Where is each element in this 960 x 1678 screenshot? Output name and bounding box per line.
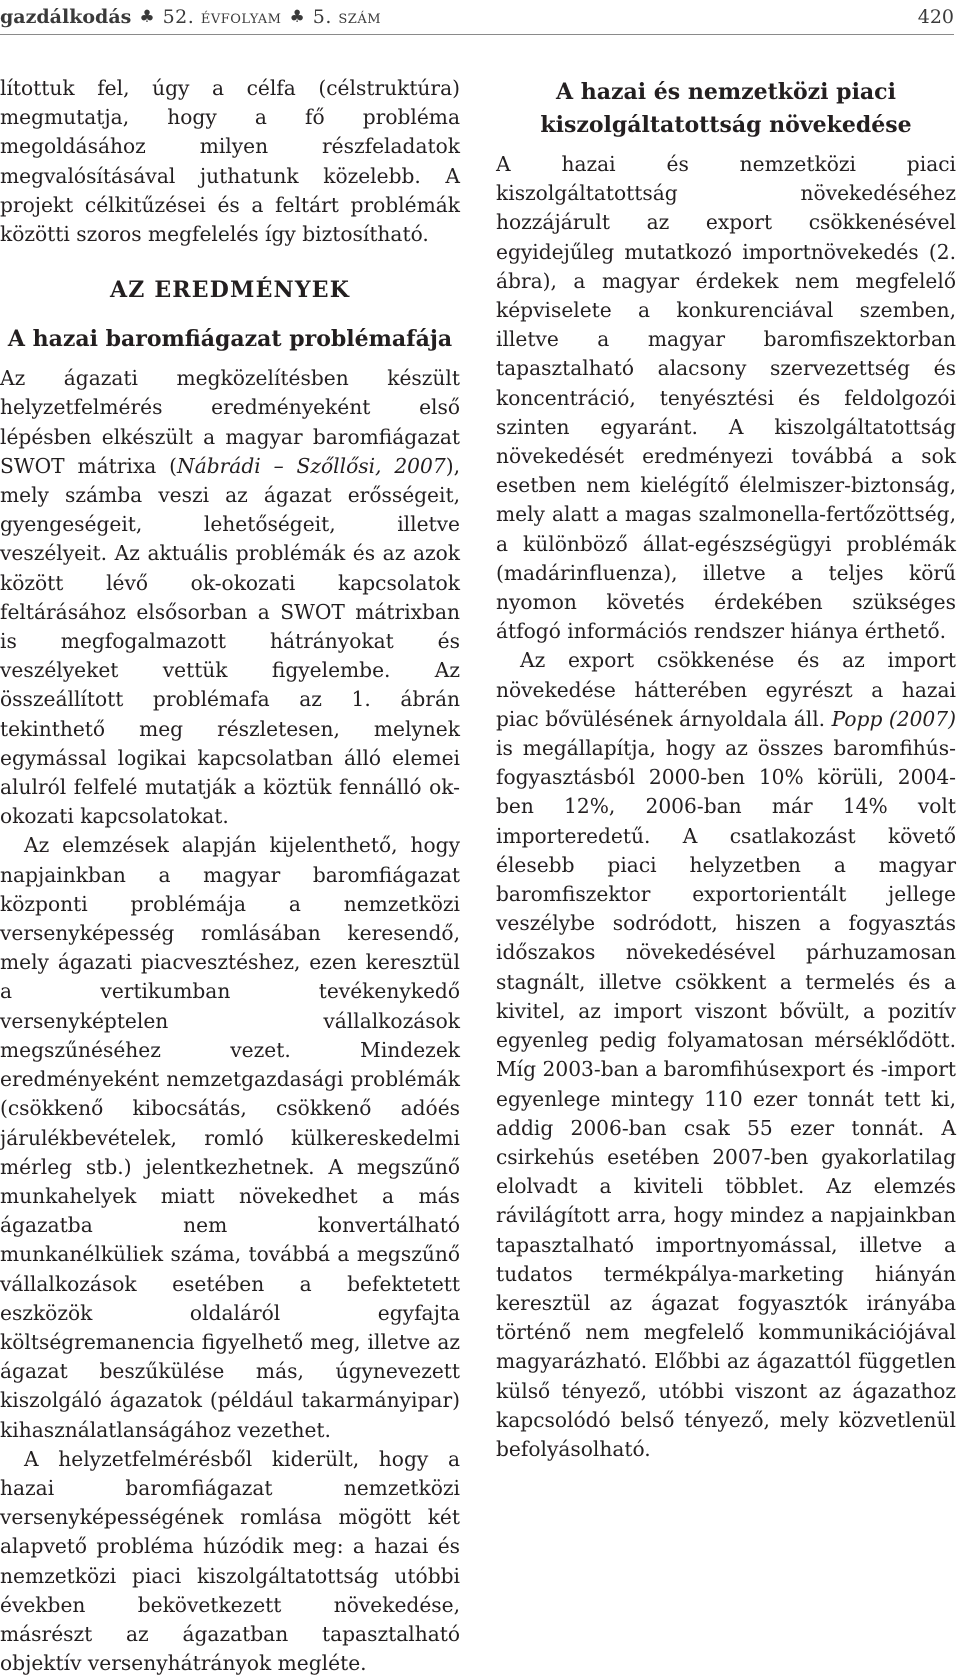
left-column xyxy=(0,74,460,1678)
paragraph-text: Az export csökkenése és az import növekedése hátterében egyrészt a hazai piac bővülésének árnyoldala áll. xyxy=(496,648,956,731)
body-paragraph xyxy=(496,646,956,1464)
issue-label: 5. szám xyxy=(312,6,382,28)
paragraph-text: Az ágazati megközelítésben készült helyzetfelmérés eredményeként első lépésben elkészült a magyar baromfiágazat SWOT mátrixa ( xyxy=(0,366,460,478)
volume-label: 52. évfolyam xyxy=(162,6,282,28)
body-paragraph: A helyzetfelmérésből kiderült, hogy a hazai baromfiágazat nemzetközi versenyképességének romlása mögött két alapvető probléma húzódik meg: a hazai és nemzetközi piaci kiszolgáltatottság utóbbi években bekövetkezett növekedése, másrészt az ágazatban tapasztalható objektív versenyhátrányok megléte. xyxy=(0,1446,460,1676)
paragraph-text: ), mely számba veszi az ágazat erősségeit, gyengeségeit, lehetőségeit, illetve veszélyeit. Az aktuális problémák és az azok között lévő ok-okozati kapcsolatok feltárásához elsősorban a SWOT mátrixban is megfogalmazott hátrányokat és veszélyeket vettük figyelembe. Az összeállított problémafa az 1. ábrán tekinthető meg részletesen, melynek egymással logikai kapcsolatban álló elemei alulról felfelé mutatják a köztük fennálló ok-okozati kapcsolatokat. xyxy=(0,453,461,829)
club-icon: ♣ xyxy=(289,7,305,27)
right-column xyxy=(496,74,956,1464)
paragraph-text: is megállapítja, hogy az összes baromfihús-fogyasztásból 2000-ben 10% körüli, 2004-ben 12%, 2006-ban már 14% volt importeredetű. A csatlakozást követő élesebb piaci helyzetben a magyar baromfiszektor exportorientált jellege veszélybe sodródott, hiszen a fogyasztás időszakos növekedésével párhuzamosan stagnált, illetve csökkent a termelés és a kivitel, az import viszont bővült, a pozitív egyenleg pedig folyamatosan mérséklődött. Míg 2003-ban a baromfihúsexport és -import egyenlege mintegy 110 ezer tonnát tett ki, addig 2006-ban csak 55 ezer tonnát. A csirkehús esetében 2007-ben gyakorlatilag elolvadt a kiviteli többlet. Az elemzés rávilágított arra, hogy mindez a napjainkban tapasztalható importnyomással, illetve a tudatos termékpálya-marketing hiányán keresztül az ágazat fogyasztók irányába történő nem megfelelő kommunikációjával magyarázható. Előbbi az ágazattól független külső tényező, utóbbi viszont az ágazathoz kapcsolódó belső tényező, mely közvetlenül befolyásolható. xyxy=(496,736,956,1461)
journal-name: gazdálkodás xyxy=(0,6,132,28)
subsection-title: A hazai baromfiágazat problémafája xyxy=(7,326,453,353)
citation: Popp (2007) xyxy=(831,706,956,731)
page-number: 420 xyxy=(917,6,954,28)
body-paragraph: Az elemzések alapján kijelenthető, hogy napjainkban a magyar baromfiágazat központi problémája a nemzetközi versenyképesség romlásában keresendő, mely ágazati piacvesztéshez, ezen keresztül a vertikumban tevékenykedő versenyképtelen vállalkozások megszűnéséhez vezet. Mindezek eredményeként nemzetgazdasági problémák (csökkenő kibocsátás, csökkenő adóés járulékbevételek, romló külkereskedelmi mérleg stb.) jelentkezhetnek. A megszűnő munkahelyek miatt növekedhet a más ágazatba nem konvertálható munkanélküliek száma, továbbá a megszűnő vállalkozások esetében a befektetett eszközök oldaláról egyfajta költségremanencia figyelhető meg, illetve az ágazat beszűkülése más, úgynevezett kiszolgáló ágazatok (például takarmányipar) kihasználatlanságához vezethet. xyxy=(0,833,460,1442)
body-paragraph xyxy=(0,364,460,831)
club-icon: ♣ xyxy=(139,7,155,27)
continued-paragraph: lítottuk fel, úgy a célfa (célstruktúra) megmutatja, hogy a fő probléma megoldásához milyen részfeladatok megvalósításával juthatunk közelebb. A projekt célkitűzései és a feltárt problémák közötti szoros megfelelés így biztosítható. xyxy=(0,76,460,247)
running-head xyxy=(0,0,954,35)
subsection-title: A hazai és nemzetközi piaci kiszolgáltatottság növekedése xyxy=(540,79,912,138)
journal-info xyxy=(0,6,381,28)
citation: Nábrádi – Szőllősi, 2007 xyxy=(177,453,446,478)
section-title: AZ EREDMÉNYEK xyxy=(109,277,351,304)
body-paragraph: A hazai és nemzetközi piaci kiszolgáltatottság növekedéséhez hozzájárult az export csökkenésével egyidejűleg mutatkozó importnövekedés (2. ábra), a magyar érdekek nem megfelelő képviselete a konkurenciával szemben, illetve a magyar baromfiszektorban tapasztalható alacsony szervezettség és koncentráció, tenyésztési és feldolgozói szinten egyaránt. A kiszolgáltatottság növekedését eredményezi továbbá a sok esetben nem kielégítő élelmiszer-biztonság, mely alatt a magas szalmonella-fertőzöttség, a különböző állat-egészségügyi problémák (madárinfluenza), illetve a teljes körű nyomon követés érdekében szükséges átfogó információs rendszer hiánya érthető. xyxy=(496,152,956,644)
